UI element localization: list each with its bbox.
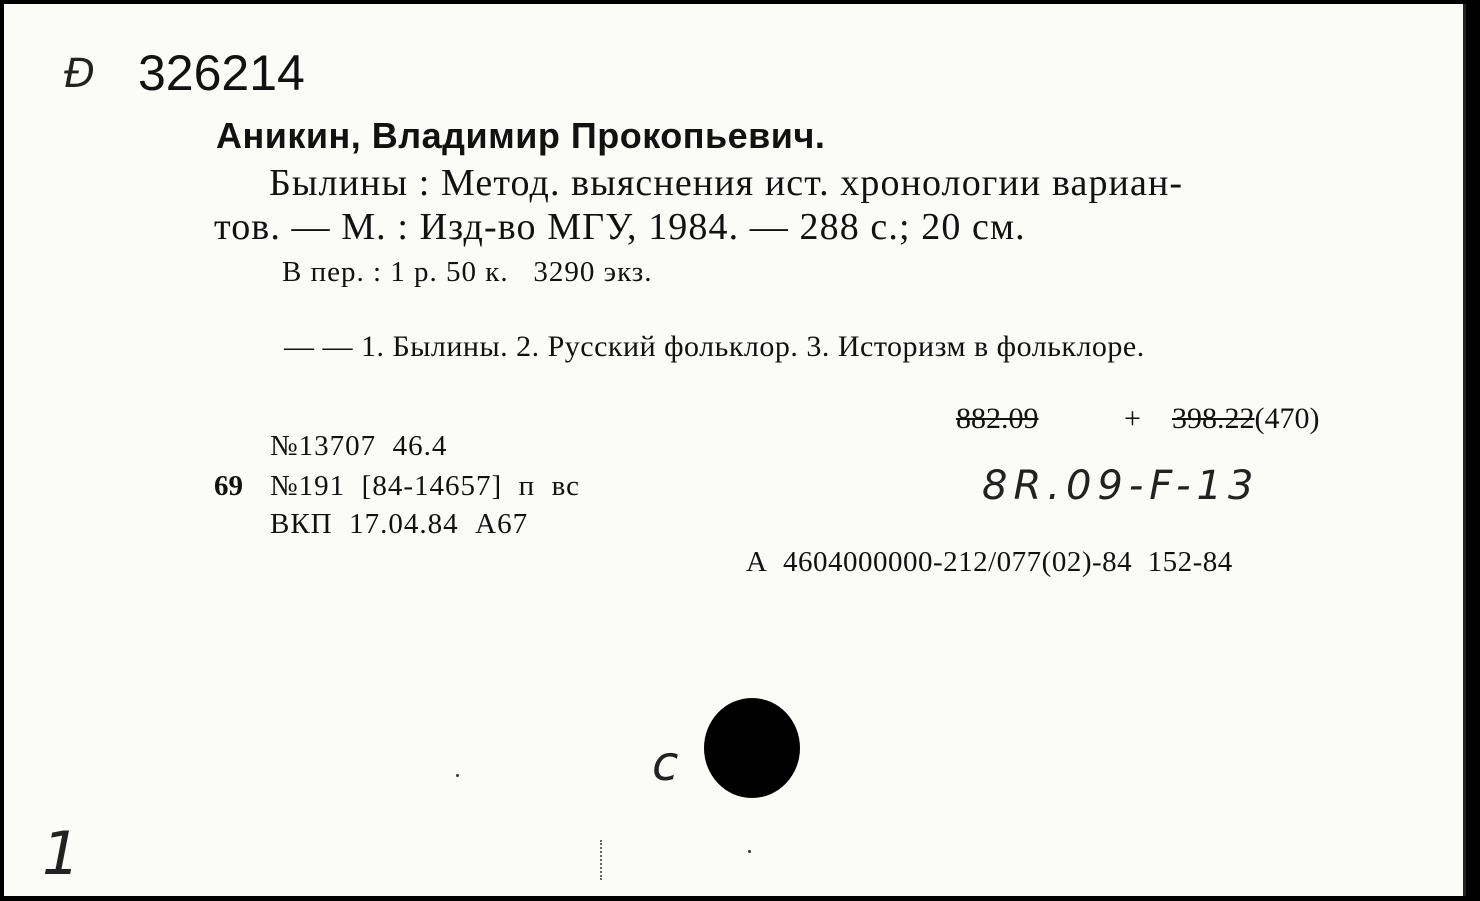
punch-hole — [704, 698, 800, 798]
classification-right — [1172, 404, 1319, 434]
title-line-1: Былины : Метод. выяснения ист. хронологии вариан- — [269, 162, 1184, 204]
hand-mark-small: с — [652, 736, 679, 792]
call-number: 326214 — [138, 45, 305, 101]
call-prefix: Ð — [64, 51, 95, 97]
subject-headings: — — 1. Былины. 2. Русский фольклор. 3. Историзм в фольклоре. — [284, 330, 1145, 363]
classification-plus: + — [1124, 402, 1141, 435]
title-line-2: тов. — М. : Изд-во МГУ, 1984. — 288 с.; 20 см. — [214, 206, 1026, 248]
classification-left: 882.09 — [956, 402, 1039, 435]
classification-right-code: 398.22 — [1172, 402, 1255, 435]
isbn-line: А 4604000000-212/077(02)-84 152-84 — [746, 546, 1233, 578]
price-line: В пер. : 1 р. 50 к. 3290 экз. — [282, 256, 653, 288]
speck — [456, 774, 459, 777]
record-line-1: №13707 46.4 — [270, 430, 448, 462]
record-line-3: ВКП 17.04.84 А67 — [270, 508, 529, 540]
hand-corner-number: 1 — [42, 819, 81, 889]
catalog-card — [4, 4, 1466, 896]
speck — [600, 840, 604, 880]
handwritten-code: 8R.09-F-13 — [982, 463, 1260, 509]
record-line-2: №191 [84-14657] п вс — [270, 470, 581, 502]
speck — [748, 850, 751, 853]
classification-right-suffix: (470) — [1254, 402, 1320, 435]
author-heading: Аникин, Владимир Прокопьевич. — [216, 115, 826, 156]
record-number: 69 — [214, 470, 243, 502]
